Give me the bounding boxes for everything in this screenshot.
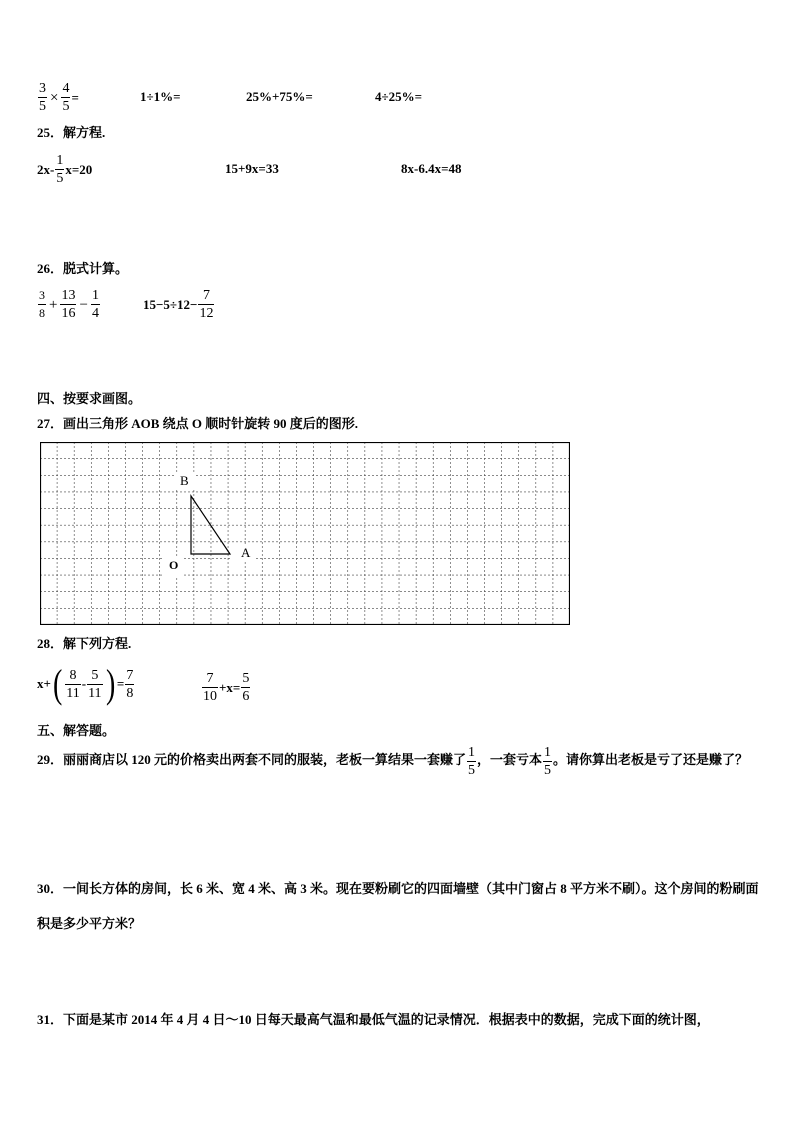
q24-expr-1: $\frac{3}{5}$ × $\frac{4}{5}$ =	[39, 81, 79, 114]
grid-lines	[40, 442, 570, 625]
fraction: $\frac{1}{5}$	[544, 744, 552, 778]
fraction: $\frac{7}{10}$	[203, 671, 217, 704]
q24-expr-3: 25%+75%=	[246, 89, 313, 104]
fraction: $\frac{3}{5}$	[39, 81, 46, 114]
section-4-title: 四、按要求画图。	[37, 391, 142, 406]
q27-title: 27．画出三角形 AOB 绕点 O 顺时针旋转 90 度后的图形.	[37, 416, 359, 431]
q24-expr-4: 4÷25%=	[375, 89, 423, 104]
label-o: O	[169, 558, 179, 572]
grid-border	[41, 443, 570, 625]
q28-equation-1: x+( $\frac{8}{11}$ - $\frac{5}{11}$ ) = $\frac{7}{8}$	[37, 661, 134, 706]
fraction: $\frac{5}{6}$	[242, 671, 250, 704]
fraction: $\frac{4}{5}$	[62, 81, 70, 114]
rotation-grid	[40, 442, 570, 625]
fraction: $\frac{13}{16}$	[61, 288, 76, 321]
q26-expression-1: $\frac{3}{8}$ + $\frac{13}{16}$ − $\frac{1}{4}$	[39, 288, 99, 321]
q28-equation-2: $\frac{7}{10}$ +x= $\frac{5}{6}$	[203, 671, 250, 704]
right-parenthesis: )	[105, 661, 115, 706]
q25-equation-3: 8x-6.4x=48	[401, 161, 462, 176]
q25-equation-2: 15+9x=33	[225, 161, 279, 176]
q25-title: 25．解方程.	[37, 125, 106, 140]
q26-title: 26．脱式计算。	[37, 261, 129, 276]
q31-text: 31．下面是某市 2014 年 4 月 4 日～10 日每天最高气温和最低气温的记录情况．根据表中的数据，完成下面的统计图，	[37, 1012, 710, 1027]
q29-text: 29．丽丽商店以 120 元的价格卖出两套不同的服装，老板一算结果一套赚了 $\frac{1}{5}$ ，一套亏本 $\frac{1}{5}$ 。请你算出老板是亏了还是赚了？	[37, 744, 749, 778]
fraction: $\frac{3}{8}$	[39, 288, 45, 320]
q26-expression-2: 15−5÷12− $\frac{7}{12}$	[143, 288, 214, 321]
q28-title: 28．解下列方程.	[37, 636, 132, 651]
fraction: $\frac{1}{4}$	[91, 288, 99, 321]
section-5-title: 五、解答题。	[37, 723, 116, 738]
q24-expr-2: 1÷1%=	[140, 89, 181, 104]
q25-equation-1: 2x- $\frac{1}{5}$ x=20	[37, 153, 93, 186]
label-a: A	[241, 545, 251, 560]
fraction: $\frac{5}{11}$	[88, 667, 102, 701]
fraction: $\frac{1}{5}$	[56, 153, 64, 186]
fraction: $\frac{7}{8}$	[126, 667, 134, 701]
label-b: B	[180, 473, 189, 488]
q30-text: 30．一间长方体的房间，长 6 米、宽 4 米、高 3 米。现在要粉刷它的四面墙壁（其中门窗占 8 平方米不刷）。这个房间的粉刷面积是多少平方米？	[37, 881, 759, 931]
fraction: $\frac{1}{5}$	[468, 744, 476, 778]
fraction: $\frac{8}{11}$	[66, 667, 80, 701]
left-parenthesis: (	[52, 661, 63, 706]
fraction: $\frac{7}{12}$	[199, 288, 214, 321]
